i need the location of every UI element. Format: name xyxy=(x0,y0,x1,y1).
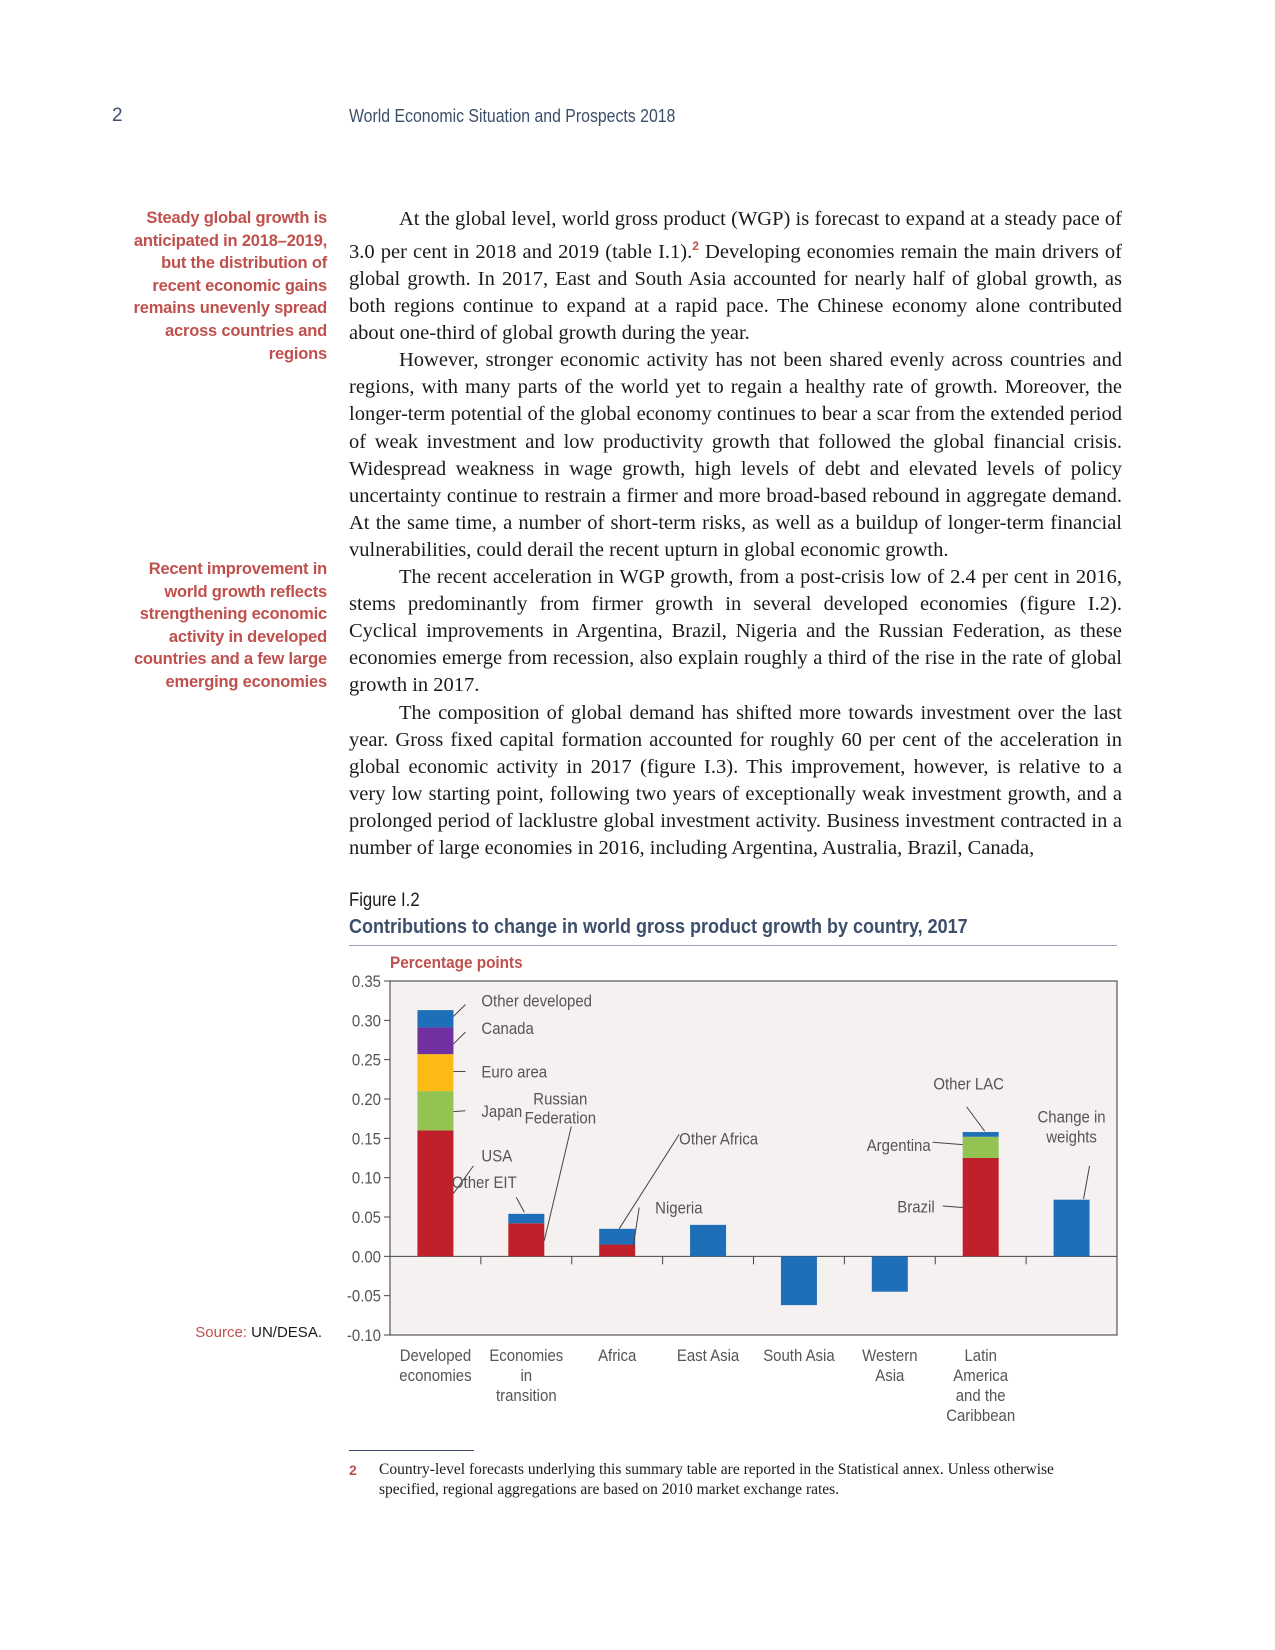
annotation-other-africa: Other Africa xyxy=(679,1130,759,1149)
bar-segment-south-asia xyxy=(781,1256,817,1305)
figure-label: Figure I.2 xyxy=(349,890,420,911)
x-category-label: Caribbean xyxy=(946,1407,1016,1426)
y-tick-label: 0.20 xyxy=(351,1091,381,1110)
footnote-number: 2 xyxy=(349,1462,357,1478)
bar-segment-other-developed xyxy=(417,1010,453,1027)
x-category-label: Developed xyxy=(399,1347,472,1366)
footnote-ref[interactable]: 2 xyxy=(692,239,699,254)
annotation-change-in-weights: Change in xyxy=(1037,1108,1106,1127)
paragraph-3: The recent acceleration in WGP growth, from a post-crisis low of 2.4 per cent in 2016, stems predominantly from firmer growth in several developed economies (figure I.2). Cyclical improvements in Argentina, Brazil, Nigeria and the Russian Federation, as these economies emerge from recession, also explain roughly a third of the rise in the rate of global growth in 2017. xyxy=(349,566,1122,697)
bar-segment-euro-area xyxy=(417,1054,453,1091)
bar-segment-usa xyxy=(417,1130,453,1256)
y-tick-label: -0.10 xyxy=(346,1327,381,1346)
x-category-label: in xyxy=(520,1367,533,1386)
margin-note-steady-growth: Steady global growth is anticipated in 2018–2019, but the distribution of recent economic gains remains unevenly spread across countries and regions xyxy=(133,209,327,363)
paragraph-1: At the global level, world gross product (WGP) is forecast to expand at a steady pace of 3.0 per cent in 2018 and 2019 (table I.1).$^2$ Developing economies remain the main drivers of global growth. In 2017, East and South Asia accounted for nearly half of global growth, as both regions continue to expand at a rapid pace. The Chinese economy alone contributed about one-third of global growth during the year. xyxy=(349,208,1122,345)
y-tick-label: 0.10 xyxy=(351,1169,381,1188)
bar-segment-other-eit xyxy=(508,1214,544,1223)
paragraph-4: The composition of global demand has shifted more towards investment over the last year. Gross fixed capital formation accounted for roughly 60 per cent of the acceleration in global economic activity in 2017 (figure I.3). This improvement, however, is relative to a very low starting point, following two years of exceptionally weak investment growth, and a prolonged period of lacklustre global investment activity. Business investment contracted in a number of large economies in 2016, including Argentina, Australia, Brazil, Canada, xyxy=(349,701,1122,859)
bar-segment-other-lac xyxy=(963,1132,999,1137)
x-category-label: and the xyxy=(955,1387,1006,1406)
x-category-label: Africa xyxy=(598,1347,637,1366)
annotation-usa: USA xyxy=(481,1147,513,1166)
bar-segment-western-asia xyxy=(872,1256,908,1291)
figure-source: Source: UN/DESA. xyxy=(195,1324,322,1341)
x-category-label: South Asia xyxy=(763,1347,835,1366)
paragraph-2: However, stronger economic activity has not been shared evenly across countries and regions, with many parts of the world yet to regain a healthy rate of growth. Moreover, the longer-term potential of the global economy continues to bear a scar from the extended period of weak investment and low productivity growth that followed the global financial crisis. Widespread weakness in wage growth, high levels of debt and elevated levels of policy uncertainty continue to restrain a firmer and more broad-based rebound in aggregate demand. At the same time, a number of short-term risks, as well as a buildup of longer-term financial vulnerabilities, could derail the recent upturn in global economic growth. xyxy=(349,349,1122,561)
y-tick-label: 0.05 xyxy=(351,1209,381,1228)
running-title: World Economic Situation and Prospects 2018 xyxy=(349,106,676,126)
bar-segment-russian-federation xyxy=(508,1223,544,1256)
annotation-brazil: Brazil xyxy=(897,1198,935,1217)
footnote-rule xyxy=(349,1450,474,1451)
annotation-change-in-weights: weights xyxy=(1046,1128,1097,1147)
annotation-canada: Canada xyxy=(481,1020,534,1039)
annotation-euro-area: Euro area xyxy=(481,1063,548,1082)
annotation-japan: Japan xyxy=(481,1102,523,1122)
y-tick-label: 0.30 xyxy=(351,1012,381,1031)
x-category-label: transition xyxy=(495,1387,557,1406)
y-tick-label: 0.00 xyxy=(351,1248,381,1267)
x-category-label: Western xyxy=(862,1347,918,1366)
y-tick-label: 0.15 xyxy=(351,1130,381,1149)
bar-segment-argentina xyxy=(963,1137,999,1158)
annotation-other-eit: Other EIT xyxy=(451,1174,517,1193)
x-category-label: Asia xyxy=(875,1367,905,1386)
bar-segment-east-asia xyxy=(690,1225,726,1256)
bar-segment-canada xyxy=(417,1027,453,1054)
x-category-label: Latin xyxy=(964,1347,997,1366)
annotation-argentina: Argentina xyxy=(866,1137,931,1156)
x-category-label: Economies xyxy=(489,1347,564,1366)
y-axis-unit-label: Percentage points xyxy=(390,953,523,972)
page-number: 2 xyxy=(112,105,123,126)
annotation-russian-federation: Federation xyxy=(524,1109,597,1128)
y-tick-label: 0.35 xyxy=(351,973,381,992)
footnote-text: Country-level forecasts underlying this summary table are reported in the Statistical annex. Unless otherwise specified, regional aggregations are based on 2010 market exchange rates. xyxy=(379,1461,1054,1498)
bar-segment-japan xyxy=(417,1091,453,1130)
bar-segment-brazil xyxy=(963,1158,999,1256)
bar-segment-nigeria xyxy=(599,1245,635,1257)
bar-segment-change-in-weights xyxy=(1054,1200,1090,1257)
footnote xyxy=(349,1460,1089,1500)
x-category-label: East Asia xyxy=(676,1347,740,1366)
margin-note-recent-improvement: Recent improvement in world growth reflects strengthening economic activity in developed countries and a few large emerging economies xyxy=(133,560,327,691)
x-category-label: America xyxy=(953,1367,1009,1386)
figure-title: Contributions to change in world gross product growth by country, 2017 xyxy=(349,916,968,938)
annotation-russian-federation: Russian xyxy=(533,1090,588,1109)
y-tick-label: -0.05 xyxy=(346,1287,381,1306)
annotation-nigeria: Nigeria xyxy=(655,1199,703,1218)
x-category-label: economies xyxy=(399,1367,472,1386)
annotation-other-lac: Other LAC xyxy=(933,1075,1004,1094)
bar-segment-other-africa xyxy=(599,1229,635,1245)
y-tick-label: 0.25 xyxy=(351,1051,381,1070)
annotation-other-developed: Other developed xyxy=(481,992,592,1011)
